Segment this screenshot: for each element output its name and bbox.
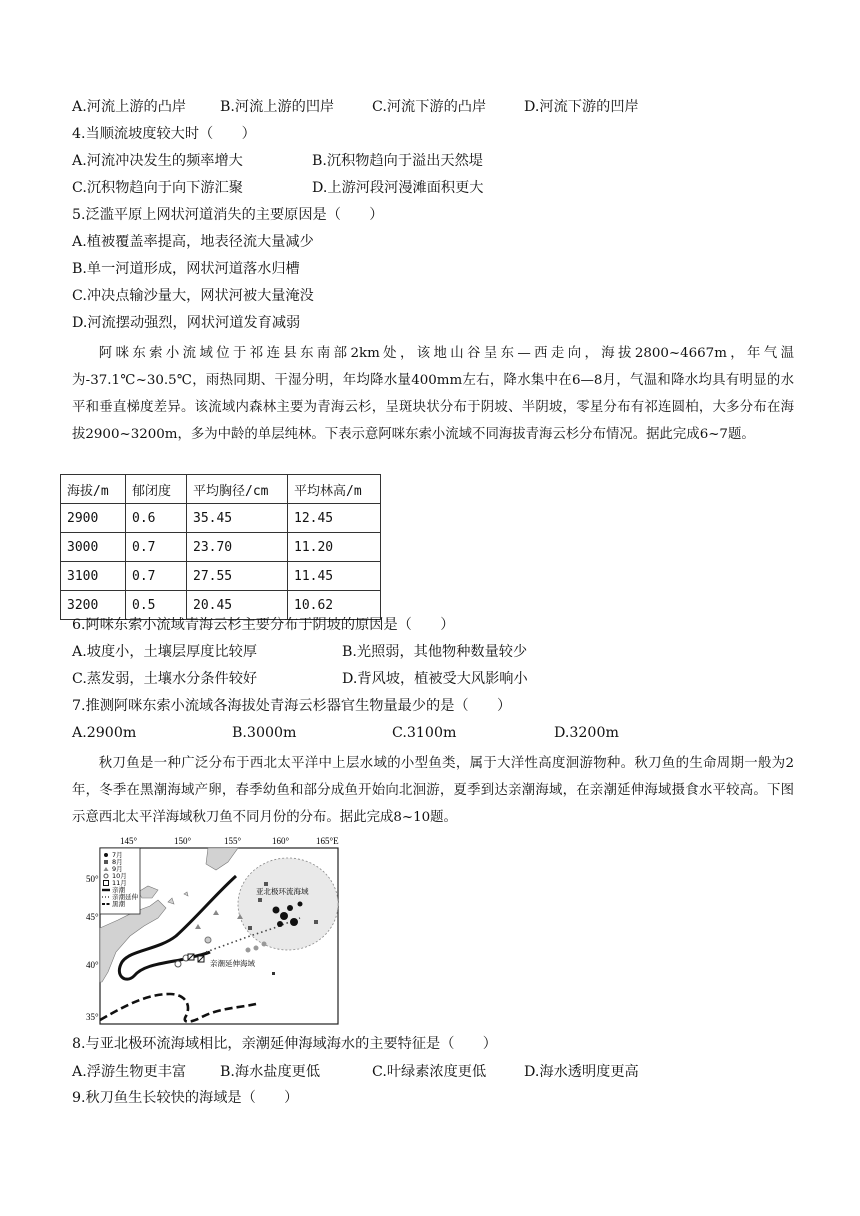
marker-jul [273, 907, 280, 914]
table-header: 海拔/m [61, 475, 126, 504]
q8-option-a: A.浮游生物更丰富 [72, 1064, 187, 1080]
table-cell: 3200 [61, 591, 126, 620]
q4-option-b: B.沉积物趋向于溢出天然堤 [312, 153, 483, 169]
q7-option-d: D.3200m [554, 725, 619, 741]
table-cell: 23.70 [187, 533, 288, 562]
q5-option-b: B.单一河道形成，网状河道落水归槽 [72, 261, 300, 277]
q4-option-d: D.上游河段河漫滩面积更大 [312, 180, 484, 196]
table-row [61, 504, 381, 533]
table-cell: 11.20 [288, 533, 381, 562]
marker-oct [254, 946, 259, 951]
marker-jul [290, 918, 298, 926]
table-header: 平均林高/m [288, 475, 381, 504]
q6-stem: 6.阿咪东索小流域青海云杉主要分布于阴坡的原因是（ ） [72, 617, 455, 633]
q5-stem: 5.泛滥平原上网状河道消失的主要原因是（ ） [72, 207, 384, 223]
marker-jul [298, 902, 303, 907]
q9-stem: 9.秋刀鱼生长较快的海域是（ ） [72, 1090, 299, 1106]
marker-jul [287, 905, 293, 911]
marker-aug [314, 920, 318, 924]
passage-amidongsuo: 阿咪东索小流域位于祁连县东南部2km处，该地山谷呈东—西走向，海拔2800~4667m，年气温为-37.1℃~30.5℃，雨热同期、干湿分明，年均降水量400mm左右，降水集中在6—8月，气温和降水均具有明显的水平和垂直梯度差异。该流域内森林主要为青海云杉，呈斑块状分布于阴坡、半阴坡，零星分布有祁连圆柏，大多分布在海拔2900~3200m，多为中龄的单层纯林。下表示意阿咪东索小流域不同海拔青海云杉分布情况。据此完成6~7题。 [72, 346, 794, 442]
table-cell: 12.45 [288, 504, 381, 533]
q5-option-d: D.河流摆动强烈，网状河道发育减弱 [72, 315, 301, 331]
marker-oct [262, 942, 267, 947]
q8-option-b: B.海水盐度更低 [220, 1064, 321, 1080]
q5-option-c: C.冲决点输沙量大，网状河被大量淹没 [72, 288, 314, 304]
q8-stem: 8.与亚北极环流海域相比，亲潮延伸海域海水的主要特征是（ ） [72, 1036, 497, 1052]
q8-option-c: C.叶绿素浓度更低 [372, 1064, 487, 1080]
spruce-altitude-table [60, 474, 381, 620]
legend-item: 亲潮延伸 [112, 893, 138, 901]
table-cell: 35.45 [187, 504, 288, 533]
q5-option-a: A.植被覆盖率提高，地表径流大量减少 [72, 234, 314, 250]
q7-stem: 7.推测阿咪东索小流域各海拔处青海云杉器官生物量最少的是（ ） [72, 698, 512, 714]
q3-option-b: B.河流上游的凹岸 [220, 99, 335, 115]
legend-aug-icon [104, 860, 108, 864]
table-cell: 0.5 [126, 591, 187, 620]
table-header: 平均胸径/cm [187, 475, 288, 504]
marker-oct [205, 937, 211, 943]
marker-aug [272, 972, 275, 975]
table-row [61, 533, 381, 562]
subarctic-gyre-label: 亚北极环流海域 [256, 887, 309, 896]
legend-item: 7月 [112, 851, 123, 859]
q4-option-c: C.沉积物趋向于向下游汇聚 [72, 180, 243, 196]
q7-option-b: B.3000m [232, 725, 297, 741]
legend-jul-icon [104, 853, 108, 857]
marker-jul [280, 912, 288, 920]
legend-item: 8月 [112, 858, 123, 866]
marker-oct [175, 961, 181, 967]
marker-jul [277, 921, 283, 927]
legend-nov-icon [104, 881, 109, 886]
table-header: 郁闭度 [126, 475, 187, 504]
q6-option-a: A.坡度小，土壤层厚度比较厚 [72, 644, 258, 660]
lon-label: 160° [272, 836, 290, 846]
legend-item: 11月 [112, 879, 127, 887]
subarctic-gyre-region [238, 858, 338, 950]
lon-label: 145° [120, 836, 138, 846]
table-cell: 0.7 [126, 562, 187, 591]
table-row [61, 562, 381, 591]
lat-label: 45° [86, 912, 99, 922]
q3-option-a: A.河流上游的凸岸 [72, 99, 187, 115]
q3-option-d: D.河流下游的凹岸 [524, 99, 639, 115]
table-cell: 10.62 [288, 591, 381, 620]
q8-option-d: D.海水透明度更高 [524, 1064, 639, 1080]
marker-aug [248, 926, 252, 930]
table-cell: 0.7 [126, 533, 187, 562]
table-cell: 3000 [61, 533, 126, 562]
q4-stem: 4.当顺流坡度较大时（ ） [72, 126, 256, 142]
marker-aug [258, 898, 262, 902]
table-cell: 11.45 [288, 562, 381, 591]
legend-item: 黑潮 [112, 900, 125, 908]
table-header-row [61, 475, 381, 504]
map-legend [100, 848, 140, 914]
lat-label: 40° [86, 960, 99, 970]
q7-option-c: C.3100m [392, 725, 457, 741]
legend-oct-icon [104, 874, 108, 878]
table-cell: 0.6 [126, 504, 187, 533]
saury-distribution-map [88, 832, 342, 1028]
lon-label: 150° [174, 836, 192, 846]
lat-label: 35° [86, 1012, 99, 1022]
legend-item: 9月 [112, 865, 123, 873]
table-cell: 20.45 [187, 591, 288, 620]
q3-option-c: C.河流下游的凸岸 [372, 99, 487, 115]
lon-label: 165°E [316, 836, 339, 846]
legend-item: 10月 [112, 872, 127, 880]
marker-oct [246, 948, 251, 953]
marker-aug [264, 882, 268, 886]
lon-label: 155° [224, 836, 242, 846]
q6-option-d: D.背风坡，植被受大风影响小 [342, 671, 528, 687]
legend-item: 亲潮 [112, 886, 125, 894]
oyashio-extension-label: 亲潮延伸海域 [210, 959, 255, 968]
passage-saury: 秋刀鱼是一种广泛分布于西北太平洋中上层水域的小型鱼类，属于大洋性高度洄游物种。秋刀鱼的生命周期一般为2年，冬季在黑潮海域产卵，春季幼鱼和部分成鱼开始向北洄游，夏季到达亲潮海域，在亲潮延伸海域摄食水平较高。下图示意西北太平洋海域秋刀鱼不同月份的分布。据此完成8~10题。 [72, 756, 794, 825]
q6-option-b: B.光照弱，其他物种数量较少 [342, 644, 528, 660]
q6-option-c: C.蒸发弱，土壤水分条件较好 [72, 671, 258, 687]
table-cell: 3100 [61, 562, 126, 591]
table-cell: 2900 [61, 504, 126, 533]
q7-option-a: A.2900m [72, 725, 137, 741]
lat-label: 50° [86, 874, 99, 884]
q4-option-a: A.河流冲决发生的频率增大 [72, 153, 243, 169]
table-cell: 27.55 [187, 562, 288, 591]
